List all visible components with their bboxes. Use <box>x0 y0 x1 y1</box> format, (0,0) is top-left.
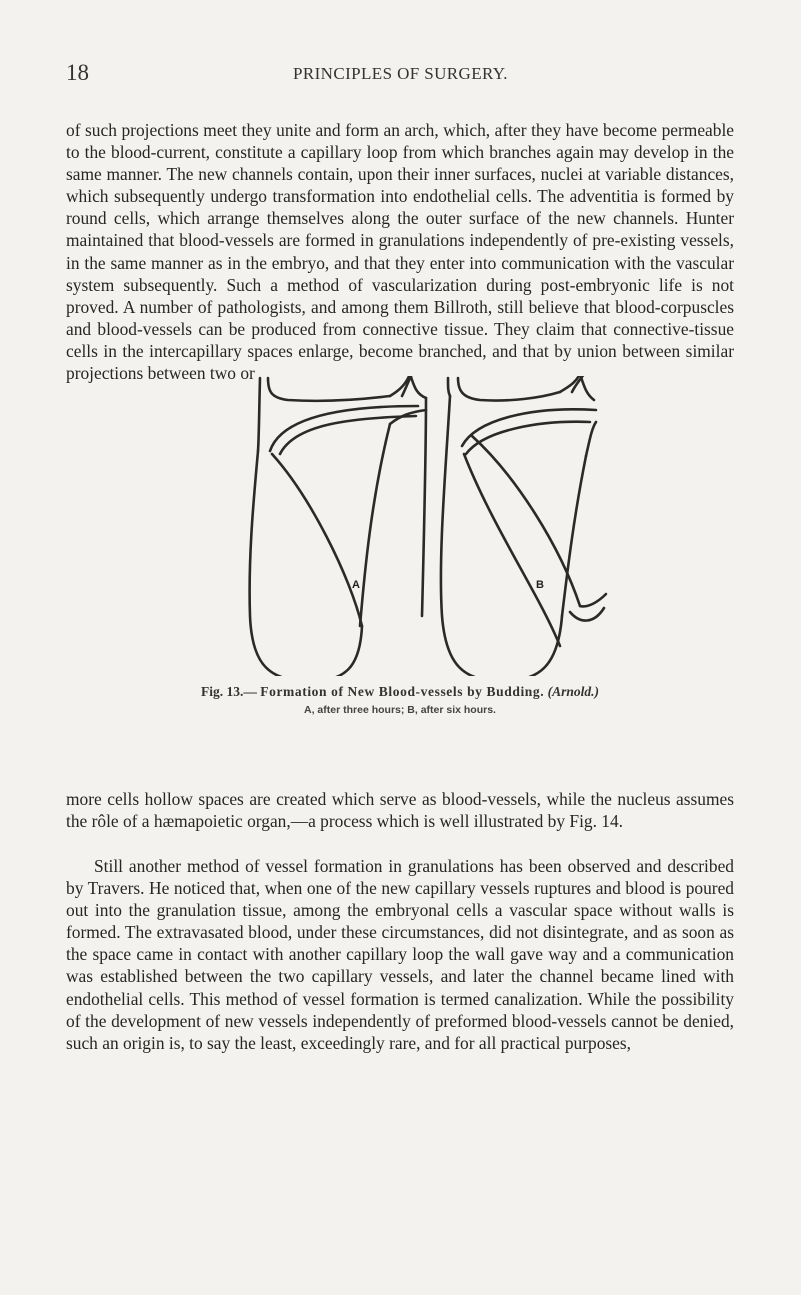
paragraph-3: Still another method of vessel formation in granulations has been observed and described by Travers. He noticed that, when one of the new capillary vessels ruptures and blood is poured out into the granulation tissue, among the embryonal cells a vascular space without walls is formed. The extravasated blood, under these circumstances, did not disintegrate, and as soon as the space came in contact with another capillary loop the wall gave way and a communication was established between the two capillary vessels, and later the channel became lined with endothelial cells. This method of vessel formation is termed canalization. While the possibility of the development of new vessels independently of preformed blood-vessels cannot be denied, such an origin is, to say the least, exceedingly rare, and for all practical purposes, <box>66 856 734 1053</box>
running-head: PRINCIPLES OF SURGERY. <box>293 64 508 83</box>
figure-caption <box>66 684 734 700</box>
figure-13 <box>240 376 620 676</box>
paragraph-2: more cells hollow spaces are created which serve as blood-vessels, while the nucleus assumes the rôle of a hæmapoietic organ,—a process which is well illustrated by Fig. 14. <box>66 789 734 832</box>
figure-label-b: B <box>536 579 544 591</box>
panel-b-drawing <box>441 376 606 676</box>
caption-prefix: Fig. 13.— <box>201 684 257 699</box>
paragraph-1: of such projections meet they unite and form an arch, which, after they have become permeable to the blood-current, constitute a capillary loop from which branches again may develop in the same manner. The new channels contain, upon their inner surfaces, nuclei at variable distances, which subsequently undergo transformation into endothelial cells. The adventitia is formed by round cells, which arrange themselves along the outer surface of the new channels. Hunter maintained that blood-vessels are formed in granulations independently of pre-existing vessels, in the same manner as in the embryo, and that they enter into communication with the vascular system subsequently. Such a method of vascularization during post-embryonic life is not proved. A number of pathologists, and among them Billroth, still believe that blood-corpuscles and blood-vessels can be produced from connective tissue. They claim that connective-tissue cells in the intercapillary spaces enlarge, become branched, and that by union between similar projections between two or <box>66 120 734 384</box>
page-header <box>66 60 735 90</box>
blood-vessel-budding-illustration <box>240 376 620 676</box>
panel-a-drawing <box>250 376 426 676</box>
caption-title: Formation of New Blood-vessels by Budding. <box>260 684 545 699</box>
figure-label-a: A <box>352 579 360 591</box>
caption-author: (Arnold.) <box>547 684 599 699</box>
page-number: 18 <box>66 60 89 85</box>
figure-subcaption: A, after three hours; B, after six hours. <box>304 704 496 716</box>
